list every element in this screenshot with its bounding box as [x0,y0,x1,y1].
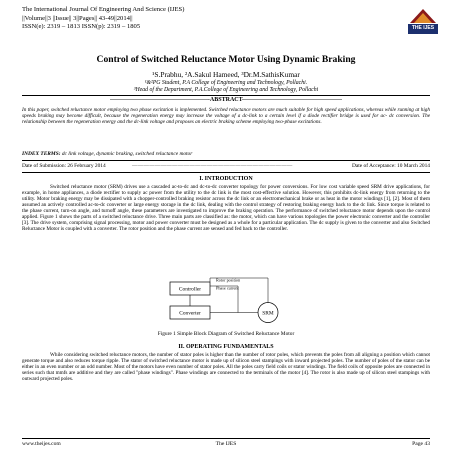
journal-volume: ||Volume||3 ||Issue|| 3||Pages|| 43-49||2014|| [22,14,133,22]
figure-caption: Figure 1 Simple Block Diagram of Switched Reluctance Motor [157,331,295,337]
controller-label: Controller [178,286,202,293]
footer-page-number: Page 43 [412,441,430,447]
phase-current-label: Phase current [216,285,239,291]
paper-authors: ¹S.Prabhu, ²A.Sakul Hameed, ³Dr.M.SathisKumar [152,70,300,79]
footer-website[interactable]: www.theijes.com [22,441,61,447]
converter-label: Converter [179,310,201,317]
index-terms [22,151,430,157]
journal-issn: ISSN(e): 2319 – 1813 ISSN(p): 2319 – 1805 [22,23,141,31]
abstract-heading: --------------------------------------------------ABSTRACT-------------------------------------------------- [110,97,342,103]
index-terms-label: INDEX TERMS: [22,151,61,157]
srm-label: SRM [262,310,274,317]
paper-title: Control of Switched Reluctance Motor Using Dynamic Braking [96,54,356,65]
affiliation-1: ¹&²PG Student, P.A College of Engineering and Technology, Pollachi. [144,80,308,86]
affiliation-2: ³Head of the Department, P.A.College of Engineering and Technology, Pollachi [133,87,319,93]
dates-separator: — — — — — — — — — — — — — — — — — — — — — — — — — — — — [132,163,292,169]
intro-heading: I. INTRODUCTION [199,176,253,182]
submission-date: Date of Submission: 26 February 2014 [22,163,106,169]
logo-text: THE IJES [411,25,435,31]
index-terms-text: dc link voltage, dynamic braking, switched reluctance motor [60,151,193,157]
divider-top [22,95,430,96]
section2-heading: II. OPERATING FUNDAMENTALS [178,344,274,350]
ijes-logo [406,3,440,37]
footer-journal: The IJES [215,441,237,447]
dates-bar [22,160,430,173]
section2-paragraph: While considering switched reluctance motors, the number of stator poles is higher than the number of rotor poles, which prevents the poles from all aligning a position which cannot generate torque and also reduces torque ripple. The stator of switched reluctance motor is made up of silicon steel stampings with inward projected poles. The number of poles of the stator can be either in an even number or an odd number. Most of the motors have even number of stator poles. All the poles carry field coils or stator windings. The field coils of opposite poles are connected in series such that mmfs are additive and they are called "phase windings". Phase windings are connected to the terminals of the motor [4]. The rotor is also made up of silicon steel stampings with outward projected poles. [22,352,430,383]
journal-name: The International Journal Of Engineering And Science (IJES) [22,6,185,13]
page-footer [22,438,430,449]
intro-paragraph: Switched reluctance motor (SRM) drives use a cascaded ac-to-dc and dc-to-dc converter topology for power conversions. For low cost variable speed SRM drive applications, for example, in home appliances, a diode rectifier to supply ac power from the utility to the dc link is the most cost-effective solution. However, this prohibits dc-link energy from returning to the utility. Motor braking energy may be dissipated with a chopper-controlled braking resistor across the dc link or an electromechanical brake or as heat in the motor windings [1], [2]. Most of them assumed an actively controlled ac-to-dc converter or large energy storage in the dc link, dealing with the control strategy of restoring braking energy back to the dc link. Since torque is related to the phase current, turn-on angle, and turnoff angle, these parameters are investigated to improve the braking operation. The performance of switched reluctance motor depends upon the control applied. Figure 1 shows the parts of a switched reluctance drive. Three main parts are classified as: the motor, which can have various topologies the power electronic converter and the controller [3]. The drive system, comprising signal processing, motor and power converter must be designed as a whole for a particular application. The dc supply is given to the converter and also Switched Reluctance Motor is coupled with a converter. The rotor position and the phase current are sensed and fed back to the controller. [22,184,430,233]
abstract-text: In this paper, switched reluctance motor employing two phase excitation is implemented. Switched reluctance motors are much suitable for high speed applications, whereas while running at high speeds braking may become difficult, because the regeneration energy may increase the voltage of a dc-link to a certain level if a diode rectifier bridge is used for ac- dc conversion. The relationship between the regeneration energy and the dc-link voltage and proposes an electric braking scheme employing two-phase excitations. [22,107,430,126]
block-diagram [168,276,284,326]
acceptance-date: Date of Acceptance: 10 March 2014 [352,163,430,169]
journal-header [22,6,184,32]
rotor-position-label: Rotor position [216,277,241,283]
